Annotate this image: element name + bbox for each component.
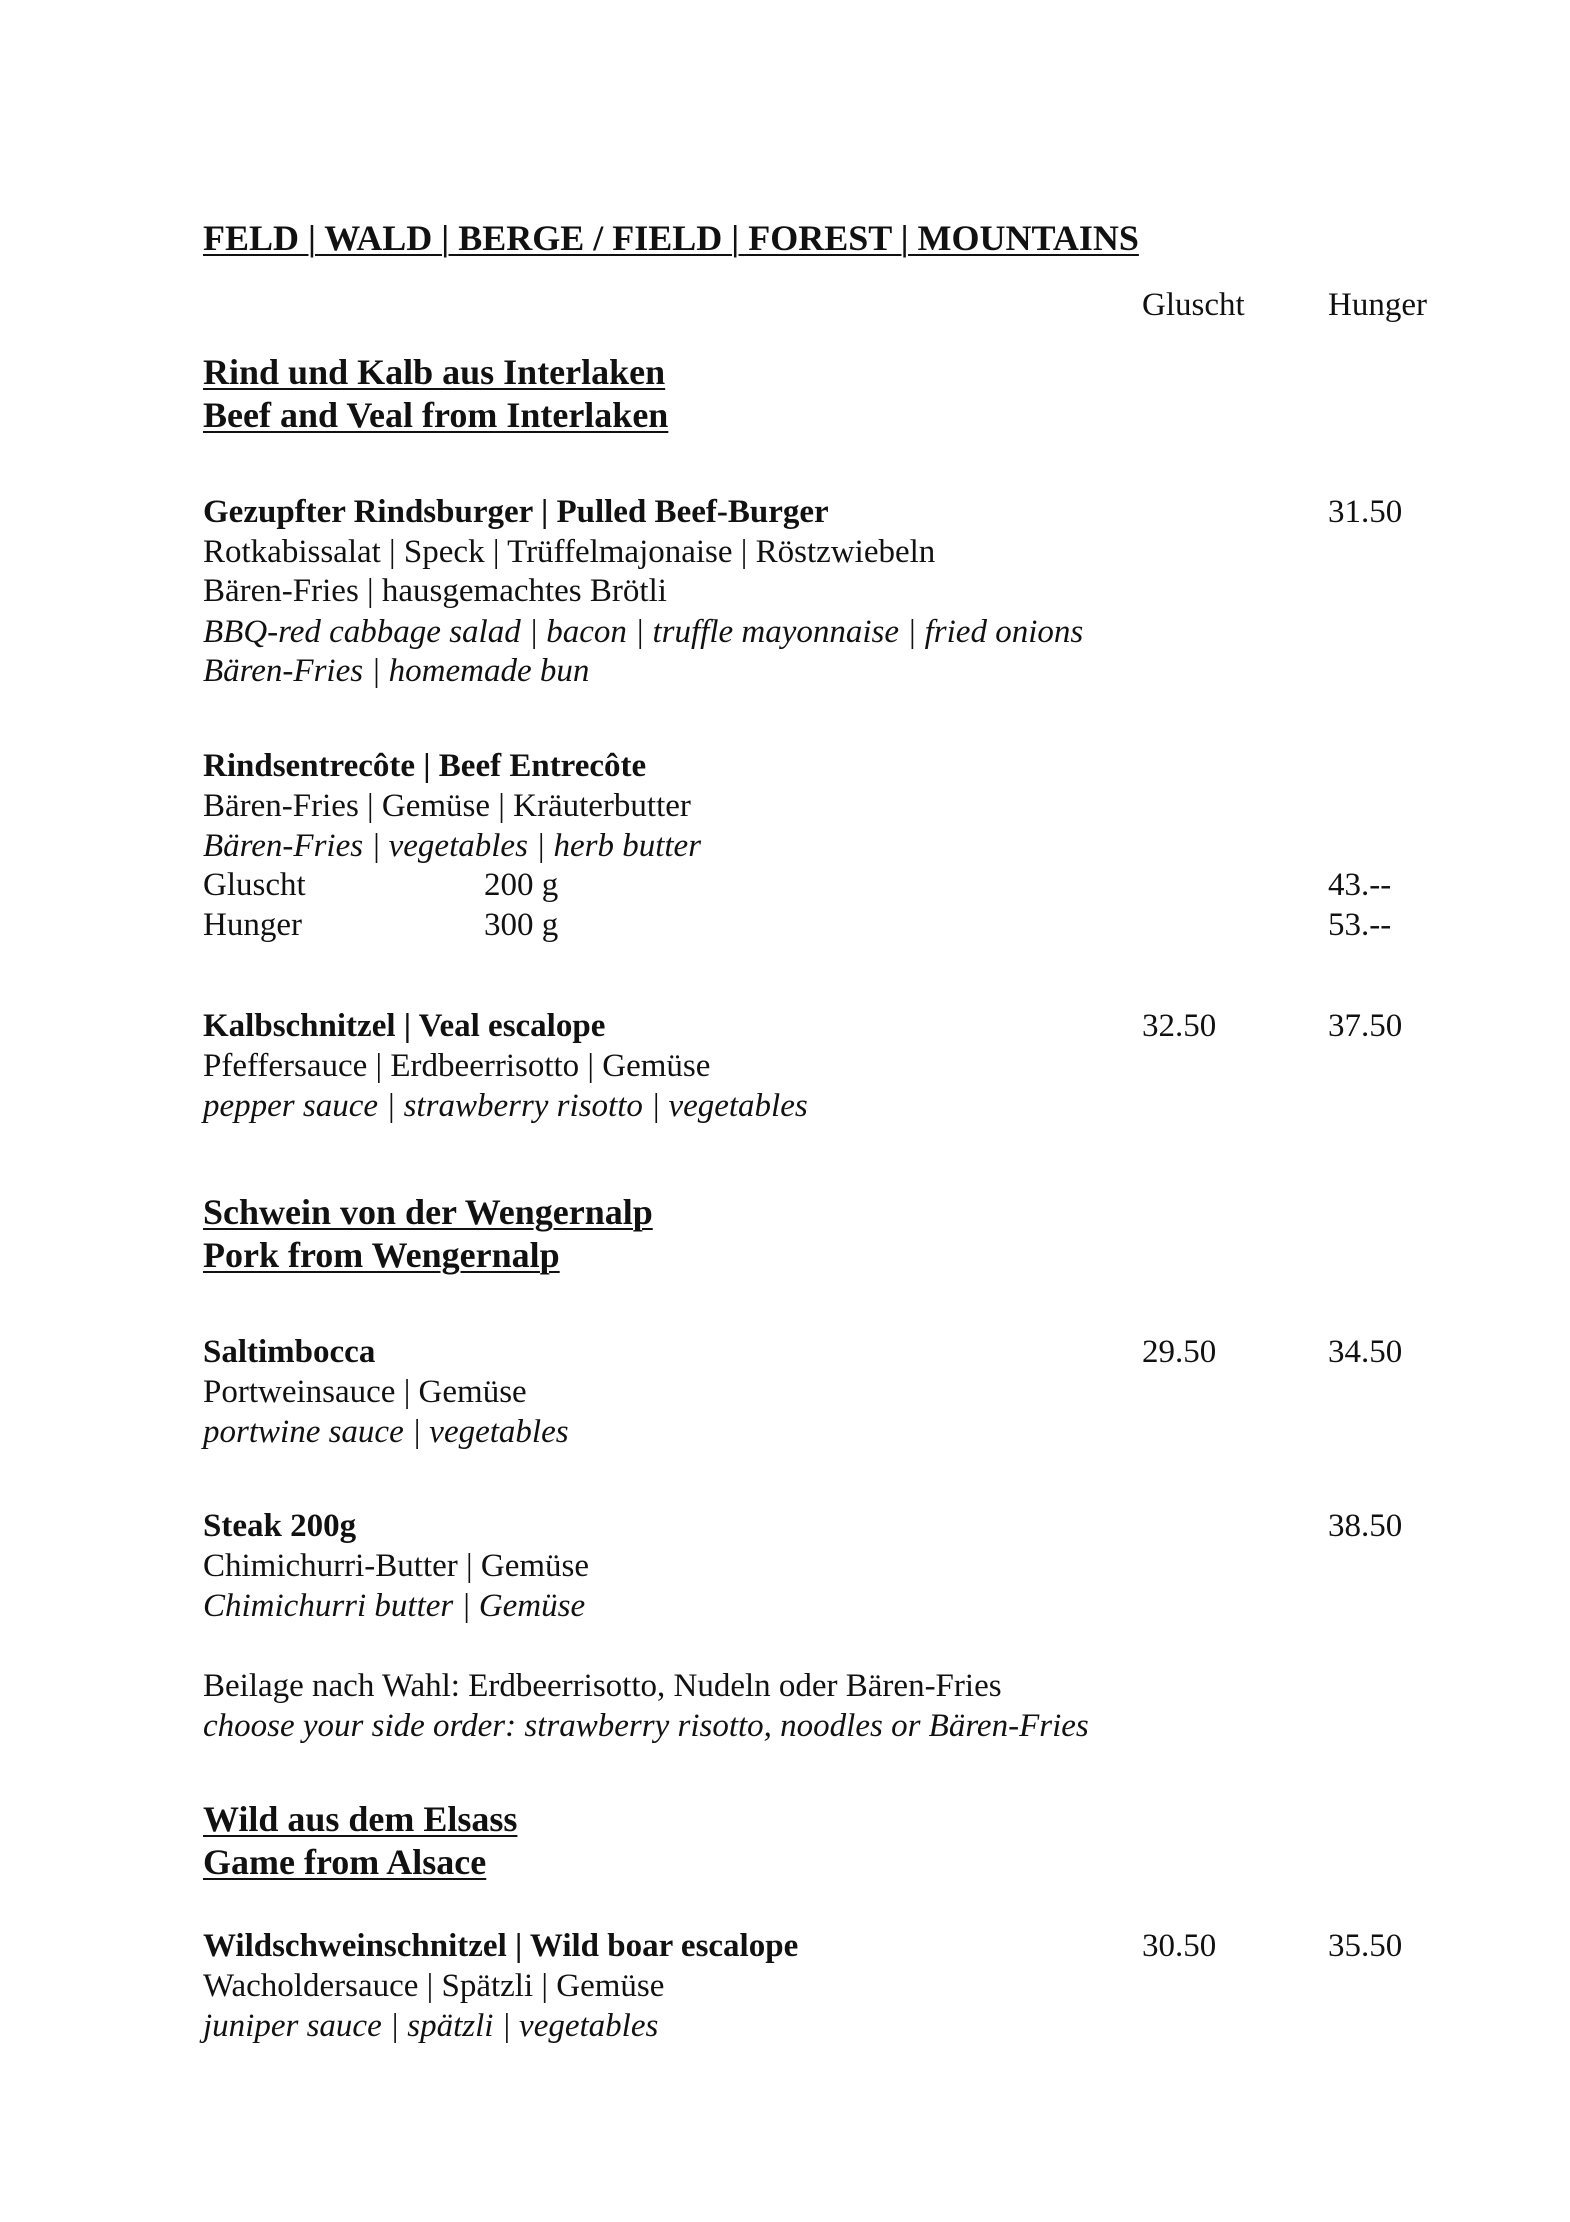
section-title-en: Beef and Veal from Interlaken: [203, 395, 669, 435]
section-title-en: Pork from Wengernalp: [203, 1235, 560, 1275]
menu-item-desc-de: Pfeffersauce | Erdbeerrisotto | Gemüse: [203, 1048, 711, 1084]
menu-item-desc-de: Chimichurri-Butter | Gemüse: [203, 1548, 590, 1584]
size-weight: 300 g: [484, 907, 559, 943]
price-hunger: 31.50: [1328, 494, 1403, 530]
price-hunger: 34.50: [1328, 1334, 1403, 1370]
menu-item-desc-en: Chimichurri butter | Gemüse: [203, 1588, 586, 1624]
section-title-en: Game from Alsace: [203, 1842, 487, 1882]
column-header-hunger: Hunger: [1328, 287, 1427, 323]
menu-item-desc-en: portwine sauce | vegetables: [203, 1414, 569, 1450]
menu-item-desc-de: Bären-Fries | hausgemachtes Brötli: [203, 573, 667, 609]
section-title-de: Wild aus dem Elsass: [203, 1799, 518, 1839]
menu-item-desc-de: Bären-Fries | Gemüse | Kräuterbutter: [203, 788, 691, 824]
menu-item-name: Rindsentrecôte | Beef Entrecôte: [203, 748, 647, 784]
menu-item-name: Kalbschnitzel | Veal escalope: [203, 1008, 606, 1044]
menu-item-desc-de: Portweinsauce | Gemüse: [203, 1374, 527, 1410]
price-hunger: 37.50: [1328, 1008, 1403, 1044]
section-title-de: Rind und Kalb aus Interlaken: [203, 352, 666, 392]
price-hunger: 38.50: [1328, 1508, 1403, 1544]
menu-item-desc-en: pepper sauce | strawberry risotto | vegetables: [203, 1088, 808, 1124]
menu-item-name: Steak 200g: [203, 1508, 357, 1544]
price-gluscht: 29.50: [1142, 1334, 1217, 1370]
price-gluscht: 30.50: [1142, 1928, 1217, 1964]
menu-item-desc-en: Bären-Fries | homemade bun: [203, 653, 590, 689]
price-hunger: 35.50: [1328, 1928, 1403, 1964]
size-label: Hunger: [203, 907, 302, 943]
price-gluscht: 32.50: [1142, 1008, 1217, 1044]
menu-item-name: Wildschweinschnitzel | Wild boar escalope: [203, 1928, 799, 1964]
page-title: FELD | WALD | BERGE / FIELD | FOREST | MOUNTAINS: [203, 218, 1139, 258]
menu-item-desc-en: BBQ-red cabbage salad | bacon | truffle mayonnaise | fried onions: [203, 614, 1084, 650]
section-title-de: Schwein von der Wengernalp: [203, 1192, 653, 1232]
menu-item-name: Gezupfter Rindsburger | Pulled Beef-Burger: [203, 494, 829, 530]
menu-item-name: Saltimbocca: [203, 1334, 376, 1370]
menu-item-desc-de: Rotkabissalat | Speck | Trüffelmajonaise | Röstzwiebeln: [203, 534, 936, 570]
size-price: 53.--: [1328, 907, 1392, 943]
size-price: 43.--: [1328, 867, 1392, 903]
menu-item-desc-en: juniper sauce | spätzli | vegetables: [203, 2008, 659, 2044]
menu-item-desc-en: Bären-Fries | vegetables | herb butter: [203, 828, 702, 864]
menu-item-desc-de: Wacholdersauce | Spätzli | Gemüse: [203, 1968, 665, 2004]
column-header-gluscht: Gluscht: [1142, 287, 1245, 323]
size-weight: 200 g: [484, 867, 559, 903]
side-note-de: Beilage nach Wahl: Erdbeerrisotto, Nudeln oder Bären-Fries: [203, 1668, 1002, 1704]
side-note-en: choose your side order: strawberry risotto, noodles or Bären-Fries: [203, 1708, 1089, 1744]
size-label: Gluscht: [203, 867, 306, 903]
